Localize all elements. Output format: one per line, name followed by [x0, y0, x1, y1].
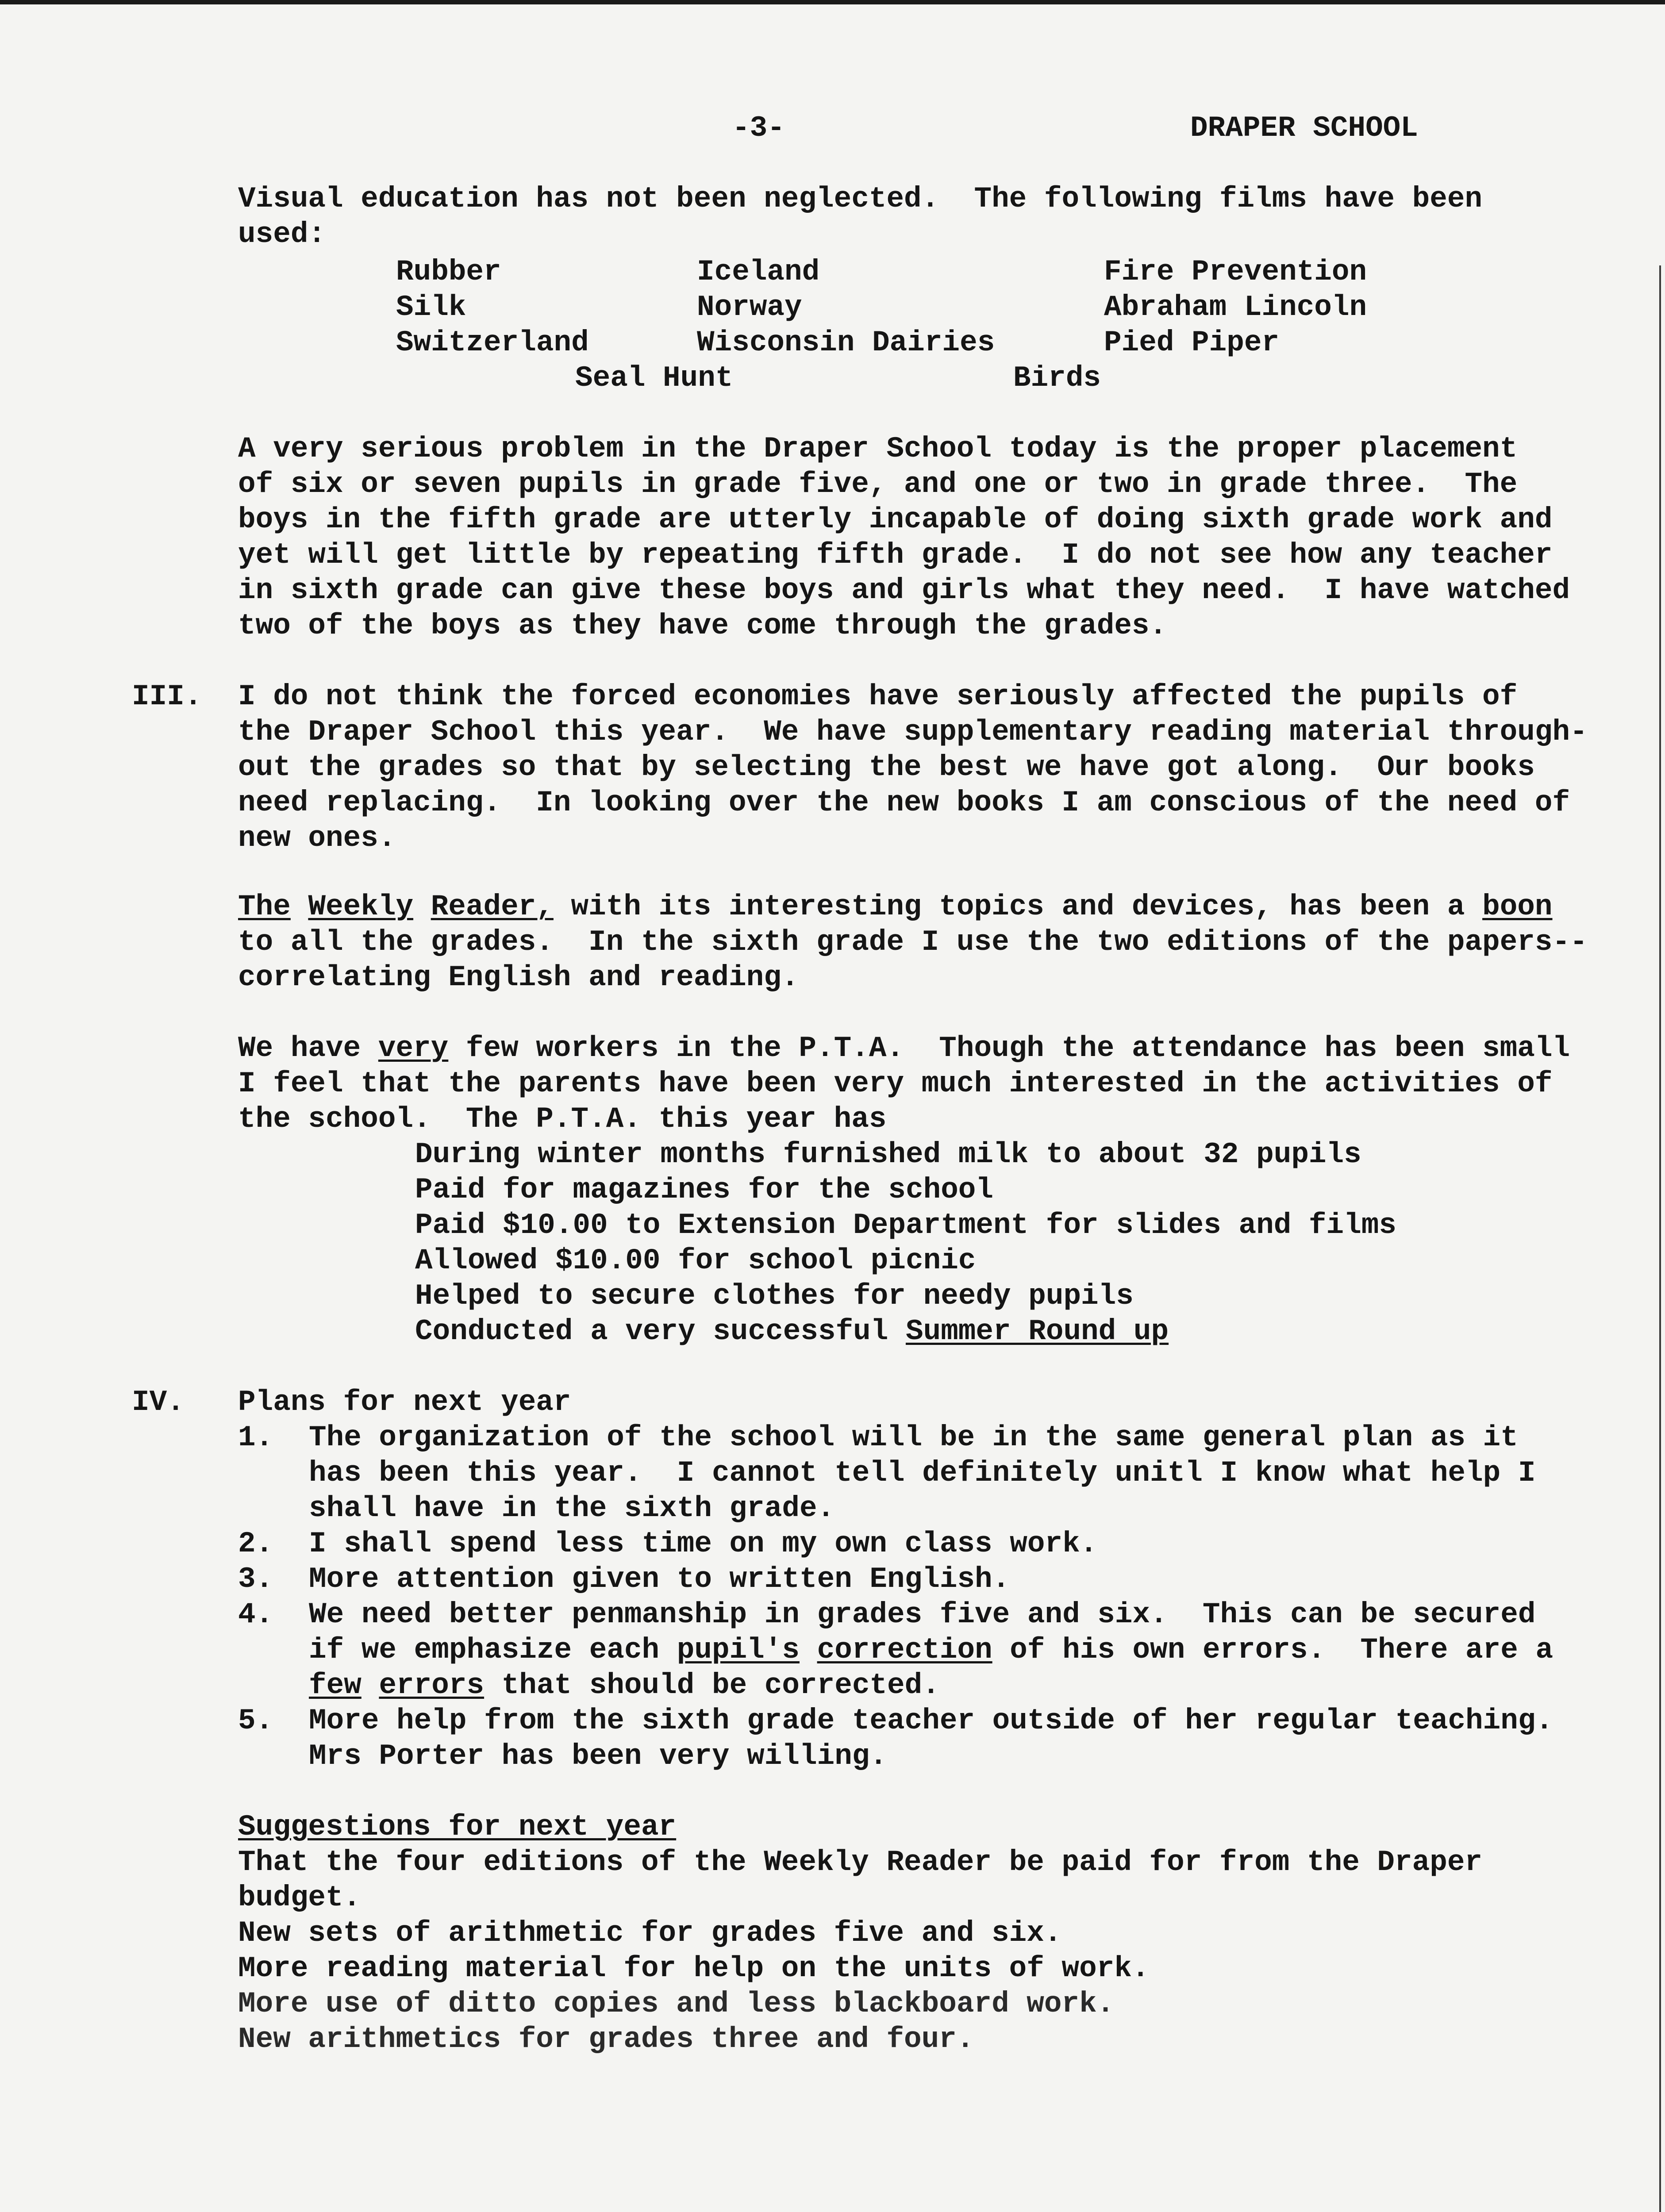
suggestion-line: New sets of arithmetic for grades five and six.: [238, 1916, 1062, 1950]
text-run: [800, 1633, 817, 1667]
school-name: DRAPER SCHOOL: [1190, 111, 1418, 145]
plan-number: 4.: [238, 1598, 273, 1631]
text-run: of his own errors. There are a: [992, 1633, 1553, 1667]
suggestion-line: That the four editions of the Weekly Reader be paid for from the Draper: [238, 1846, 1483, 1879]
suggestion-line: More use of ditto copies and less blackboard work.: [238, 1987, 1115, 2020]
films-intro-line: used:: [238, 218, 326, 251]
underlined-word: errors: [379, 1669, 485, 1702]
paragraph-line: two of the boys as they have come through the grades.: [238, 609, 1167, 642]
pta-item: During winter months furnished milk to about 32 pupils: [415, 1138, 1361, 1171]
plan-line: We need better penmanship in grades five and six. This can be secured: [309, 1598, 1536, 1631]
pta-item: [415, 1314, 1169, 1349]
film-title: Silk: [396, 291, 466, 324]
film-title: Pied Piper: [1104, 326, 1280, 359]
plan-line: [309, 1668, 940, 1703]
text-run: that should be corrected.: [484, 1669, 940, 1702]
text-run: [361, 1669, 379, 1702]
film-title: Rubber: [396, 255, 501, 288]
suggestion-line: budget.: [238, 1881, 361, 1914]
scan-top-edge: [0, 0, 1665, 4]
paragraph-line: correlating English and reading.: [238, 961, 799, 994]
paragraph-line: to all the grades. In the sixth grade I use the two editions of the papers--: [238, 926, 1588, 959]
section-title: Plans for next year: [238, 1386, 571, 1419]
underlined-word: Reader,: [431, 890, 554, 923]
plan-line: shall have in the sixth grade.: [309, 1492, 835, 1525]
pta-item: Allowed $10.00 for school picnic: [415, 1244, 976, 1277]
plan-number: 3.: [238, 1563, 273, 1596]
underlined-word: very: [378, 1032, 449, 1065]
paragraph-line: I do not think the forced economies have seriously affected the pupils of: [238, 680, 1518, 713]
film-title: Abraham Lincoln: [1104, 291, 1367, 324]
text-run: Conducted a very successful: [415, 1315, 906, 1348]
underlined-phrase: Suggestions for next year: [238, 1810, 677, 1843]
text-run: few workers in the P.T.A. Though the attendance has been small: [448, 1032, 1570, 1065]
plan-number: 1.: [238, 1421, 273, 1454]
film-title: Fire Prevention: [1104, 255, 1367, 288]
paragraph-line: boys in the fifth grade are utterly incapable of doing sixth grade work and: [238, 503, 1553, 536]
pta-item: Helped to secure clothes for needy pupils: [415, 1279, 1134, 1313]
pta-item: Paid $10.00 to Extension Department for slides and films: [415, 1209, 1396, 1242]
paragraph-line: [238, 1031, 1570, 1066]
films-intro-line: Visual education has not been neglected. The following films have been: [238, 182, 1483, 215]
underlined-word: The: [238, 890, 291, 923]
film-title: Switzerland: [396, 326, 589, 359]
suggestion-line: New arithmetics for grades three and four.: [238, 2023, 974, 2056]
underlined-word: pupil's: [677, 1633, 800, 1667]
underlined-phrase: Summer Round up: [905, 1315, 1169, 1348]
paragraph-line: yet will get little by repeating fifth grade. I do not see how any teacher: [238, 538, 1553, 572]
suggestion-line: More reading material for help on the units of work.: [238, 1952, 1150, 1985]
paragraph-line: in sixth grade can give these boys and girls what they need. I have watched: [238, 574, 1570, 607]
plan-number: 2.: [238, 1527, 273, 1560]
paragraph-line: of six or seven pupils in grade five, and one or two in grade three. The: [238, 468, 1518, 501]
paragraph-line: the school. The P.T.A. this year has: [238, 1102, 887, 1136]
section-numeral: IV.: [132, 1386, 185, 1419]
plan-line: [309, 1632, 1553, 1668]
paragraph-line: I feel that the parents have been very much interested in the activities of: [238, 1067, 1553, 1100]
underlined-word: Weekly: [308, 890, 414, 923]
plan-line: has been this year. I cannot tell definitely unitl I know what help I: [309, 1456, 1536, 1490]
text-run: with its interesting topics and devices, has been a: [553, 890, 1483, 923]
plan-number: 5.: [238, 1704, 273, 1737]
film-title: Iceland: [697, 255, 820, 288]
film-title: Seal Hunt: [575, 361, 733, 395]
plan-line: I shall spend less time on my own class work.: [309, 1527, 1098, 1560]
film-title: Wisconsin Dairies: [697, 326, 995, 359]
plan-line: More attention given to written English.: [309, 1563, 1010, 1596]
paragraph-line: A very serious problem in the Draper School today is the proper placement: [238, 432, 1518, 465]
text-run: We have: [238, 1032, 378, 1065]
plan-line: Mrs Porter has been very willing.: [309, 1740, 888, 1773]
paragraph-line: the Draper School this year. We have supplementary reading material through-: [238, 715, 1588, 749]
suggestions-title: [238, 1809, 676, 1845]
paragraph-line: new ones.: [238, 822, 396, 855]
text-run: if we emphasize each: [309, 1633, 677, 1667]
underlined-word: correction: [817, 1633, 992, 1667]
film-title: Norway: [697, 291, 802, 324]
paragraph-line: [238, 889, 1553, 925]
paragraph-line: need replacing. In looking over the new books I am conscious of the need of: [238, 786, 1570, 819]
underlined-word: few: [309, 1669, 361, 1702]
page-number: -3-: [732, 111, 785, 145]
underlined-word: boon: [1482, 890, 1553, 923]
pta-item: Paid for magazines for the school: [415, 1173, 994, 1206]
plan-line: More help from the sixth grade teacher outside of her regular teaching.: [309, 1704, 1553, 1737]
section-numeral: III.: [132, 680, 202, 713]
scan-right-edge: [1659, 265, 1661, 2212]
paragraph-line: out the grades so that by selecting the best we have got along. Our books: [238, 751, 1535, 784]
film-title: Birds: [1013, 361, 1101, 395]
plan-line: The organization of the school will be in the same general plan as it: [309, 1421, 1518, 1454]
